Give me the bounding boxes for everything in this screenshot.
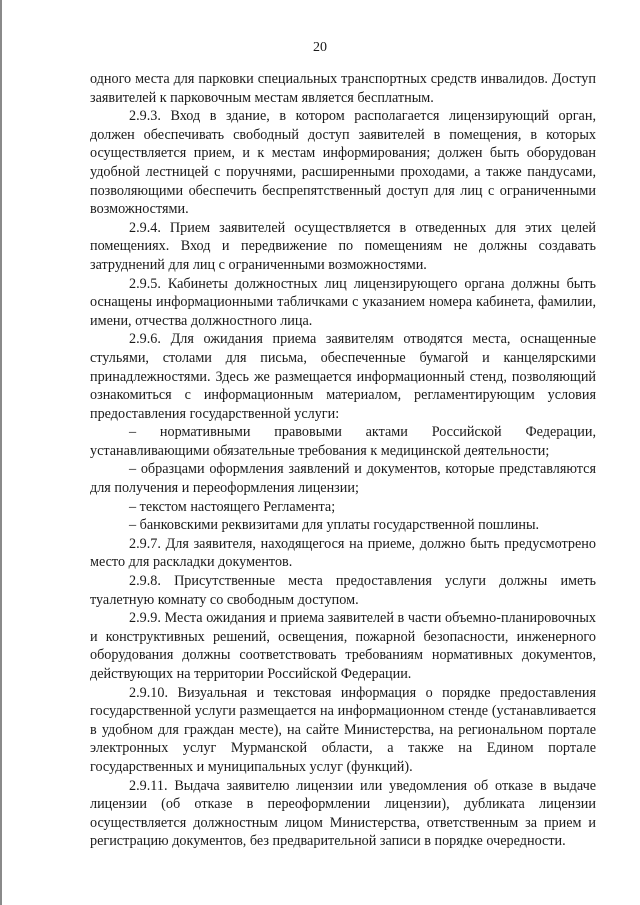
paragraph-2-9-11: 2.9.11. Выдача заявителю лицензии или уведомления об отказе в выдаче лицензии (об отказе в переоформлении лицензии), дубликата лицензии осуществляется должностным лицом Министерства, ответственным за прием и регистрацию документов, без предварительной записи в порядке очередности. <box>90 777 596 850</box>
paragraph-2-9-4: 2.9.4. Прием заявителей осуществляется в отведенных для этих целей помещениях. Вход и передвижение по помещениям не должны создавать затруднений для лиц с ограниченными возможностями. <box>90 219 596 273</box>
paragraph-2-9-5: 2.9.5. Кабинеты должностных лиц лицензирующего органа должны быть оснащены информационными табличками с указанием номера кабинета, фамилии, имени, отчества должностного лица. <box>90 275 596 329</box>
paragraph-2-9-8: 2.9.8. Присутственные места предоставления услуги должны иметь туалетную комнату со свободным доступом. <box>90 573 596 608</box>
paragraph-2-9-9: 2.9.9. Места ожидания и приема заявителей в части объемно-планировочных и конструктивных решений, освещения, пожарной безопасности, инженерного оборудования должны соответствовать требованиям нормативных документов, действующих на территории Российской Федерации. <box>90 610 596 682</box>
page-number: 20 <box>313 40 327 55</box>
page-edge <box>0 0 2 905</box>
paragraph-2-9-3: 2.9.3. Вход в здание, в котором располагается лицензирующий орган, должен обеспечивать свободный доступ заявителей в помещения, в которых осуществляется прием, и к местам информирования; должен быть оборудован удобной лестницей с поручнями, расширенными проходами, а также пандусами, позволяющими обеспечить беспрепятственный доступ для лиц с ограниченными возможностями. <box>90 108 596 218</box>
list-item-normative-acts: – нормативными правовыми актами Российской Федерации, устанавливающими обязательные требования к медицинской деятельности; <box>90 424 596 459</box>
paragraph-continuation: одного места для парковки специальных транспортных средств инвалидов. Доступ заявителей к парковочным местам является бесплатным. <box>90 71 596 106</box>
list-item-bank-details: – банковскими реквизитами для уплаты государственной пошлины. <box>129 517 540 534</box>
paragraph-2-9-6: 2.9.6. Для ожидания приема заявителям отводятся места, оснащенные стульями, столами для письма, обеспеченные бумагой и канцелярскими принадлежностями. Здесь же размещается информационный стенд, позволяющий ознакомиться с информационным материалом, регламентирующим условия предоставления государственной услуги: <box>90 331 596 422</box>
paragraph-2-9-7: 2.9.7. Для заявителя, находящегося на приеме, должно быть предусмотрено место для раскладки документов. <box>90 535 596 571</box>
list-item-application-samples: – образцами оформления заявлений и документов, которые представляются для получения и переоформления лицензии; <box>90 461 596 497</box>
document-body <box>90 70 596 851</box>
paragraph-2-9-10: 2.9.10. Визуальная и текстовая информация о порядке предоставления государственной услуги размещается на информационном стенде (устанавливается в удобном для граждан месте), на сайте Министерства, на региональном портале электронных услуг Мурманской области, а также на Едином портале государственных и муниципальных услуг (функций). <box>90 684 596 775</box>
list-item-regulation-text: – текстом настоящего Регламента; <box>129 498 336 515</box>
